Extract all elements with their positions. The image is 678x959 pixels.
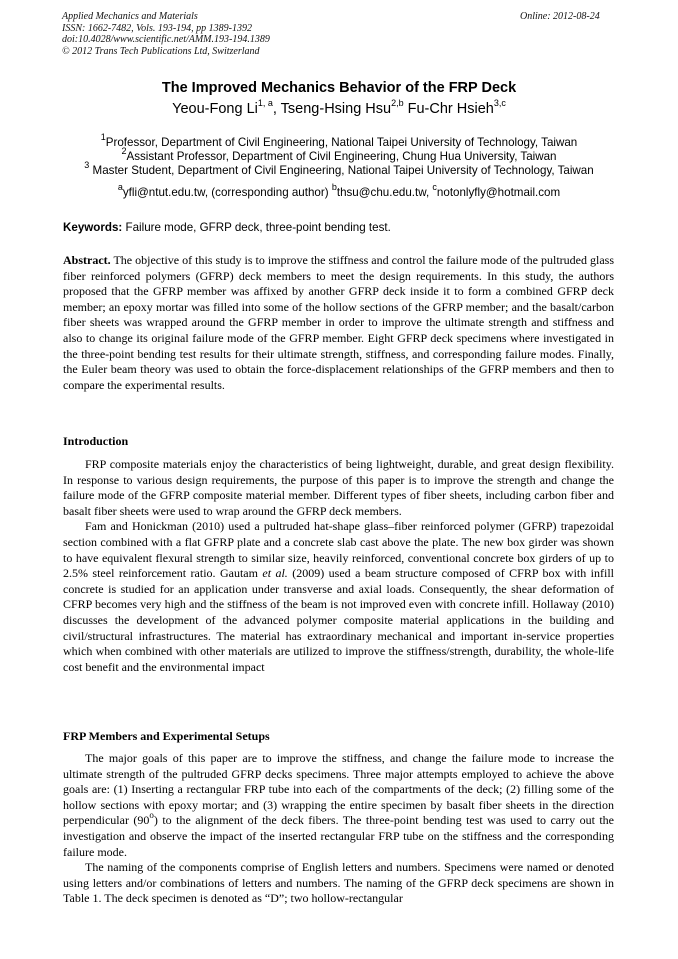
intro-paragraph-2 (63, 519, 614, 675)
doi-line: doi:10.4028/www.scientific.net/AMM.193-194.1389 (62, 34, 270, 45)
email-c[interactable]: notonlyfly@hotmail.com (436, 186, 561, 199)
setups-p1-part-a: The major goals of this paper are to improve the stiffness, and change the failure mode to increase the ultimate strength of the pultruded GFRP decks specimens. Three major attempts employed to achieve the above goals are: (1) Inserting a rectangular FRP tube into each of the compartments of the deck; (2) filling some of the hollow sections with epoxy mortar; and (3) wrapping the entire specimen by basalt fiber sheets in the direction perpendicular (90 (63, 751, 614, 828)
setups-p1-part-b: ) to the alignment of the deck fibers. The three-point bending test was used to carry out the investigation and observe the impact of the inserted rectangular FRP tube on the stiffness and the corresponding failure mode. (63, 813, 614, 859)
author-name: Tseng-Hsing Hsu (280, 101, 392, 117)
affiliation-line (0, 160, 678, 178)
intro-paragraph-1: FRP composite materials enjoy the characteristics of being lightweight, durable, and great design flexibility. In response to various design requirements, the purpose of this paper is to improve the strength and change the failure mode of the GFRP composite material member. Different types of fiber sheets, including carbon fiber and basalt fiber sheets were used to wrap around the GFRP deck members. (63, 457, 614, 518)
journal-name: Applied Mechanics and Materials (62, 11, 198, 22)
author-name: Fu-Chr Hsieh (407, 101, 494, 117)
affiliation-line (0, 132, 678, 150)
affiliation-sup: 1 (100, 132, 106, 143)
affiliation-text: Assistant Professor, Department of Civil Engineering, Chung Hua University, Taiwan (126, 150, 557, 163)
degree-sup: o (149, 810, 154, 821)
affiliation-line (0, 146, 678, 164)
author-sup: 1, a (257, 98, 273, 109)
intro-p2-etal: et al. (262, 566, 288, 581)
online-date: Online: 2012-08-24 (520, 11, 600, 22)
abstract (63, 253, 614, 393)
keywords-label: Keywords: (63, 221, 123, 234)
keywords (63, 221, 623, 234)
email-b[interactable]: thsu@chu.edu.tw, (336, 186, 430, 199)
abstract-text: The objective of this study is to improve the stiffness and control the failure mode of the pultruded glass fiber reinforced polymers (GFRP) deck members to meet the design requirements. In this study, the authors proposed that the GFRP member was affixed by another GFRP deck inside it to form a combined GFRP deck member; an epoxy mortar was filled into some of the hollow sections of the GFRP member; and the basalt/carbon fiber sheets was wrapped around the GFRP member in order to improve the ultimate strength and stiffness and also to change its original failure mode of the GFRP member. Eight GFRP deck specimens where investigated in the three-point bending test results for their ultimate strength, stiffness, and corresponding failure modes. Finally, the Euler beam theory was used to obtain the force-displacement relationships of the GFRP members and then to compare the experimental results. (63, 253, 614, 392)
affiliation-sup: 3 (84, 160, 90, 171)
issn-line: ISSN: 1662-7482, Vols. 193-194, pp 1389-1392 (62, 22, 252, 34)
affiliation-text: Professor, Department of Civil Engineering, National Taipei University of Technology, Taiwan (105, 136, 578, 149)
email-sup: b (331, 182, 337, 193)
setups-paragraph-2: The naming of the components comprise of English letters and numbers. Specimens were named or denoted using letters and/or combinations of letters and numbers. The naming of the GFRP deck specimens are shown in Table 1. The deck specimen is denoted as “D”; two hollow-rectangular (63, 860, 614, 906)
abstract-label: Abstract. (63, 253, 111, 267)
author-sup: 3,c (493, 98, 506, 109)
publication-header (62, 11, 270, 57)
author-name: Yeou-Fong Li (172, 101, 258, 117)
email-sup: c (432, 182, 437, 193)
email-sup: a (117, 182, 123, 193)
setups-heading: FRP Members and Experimental Setups (63, 729, 270, 743)
intro-p2-part-a: Fam and Honickman (2010) used a pultruded hat-shape glass–fiber reinforced polymer (GFRP) trapezoidal section combined with a flat GFRP plate and a concrete slab cast above the plate. The new box girder was shown to have equivalent flexural strength to similar size, heavily reinforced, conventional concrete box girders of up to 2.5% steel reinforcement ratio. Gautam (63, 519, 614, 581)
affiliations (0, 132, 678, 178)
setups-body (63, 751, 614, 907)
keywords-text: Failure mode, GFRP deck, three-point bending test. (125, 221, 391, 234)
paper-title: The Improved Mechanics Behavior of the FRP Deck (161, 80, 517, 96)
introduction-body (63, 457, 614, 675)
copyright-line: © 2012 Trans Tech Publications Ltd, Switzerland (62, 45, 260, 57)
email-line (0, 182, 678, 199)
author-line: Yeou-Fong Li$^{1, a}$, Tseng-Hsing Hsu$^{2,b}$ Fu-Chr Hsieh$^{3,c}$ (172, 98, 506, 117)
email-a[interactable]: yfli@ntut.edu.tw, (corresponding author) (122, 186, 329, 199)
affiliation-sup: 2 (121, 146, 127, 157)
author-sup: 2,b (391, 98, 404, 109)
introduction-heading: Introduction (63, 434, 129, 448)
intro-p2-part-b: (2009) used a beam structure composed of CFRP box with infill concrete is studied for an application under transverse and axial loads. Consequently, the shear deformation of CFRP becomes very high and the stiffness of the beam is not improved even with concrete infill. Hollaway (2010) discusses the development of the advanced polymer composite material applications in the building and civil/structural infrastructures. The material has extraordinary mechanical and important in-service properties which when combined with other materials are utilized to improve the stiffness/strength, durability, the whole-life cost benefit and the environmental impact (63, 566, 614, 674)
affiliation-text: Master Student, Department of Civil Engineering, National Taipei University of Technology, Taiwan (92, 164, 594, 177)
setups-paragraph-1 (63, 751, 614, 860)
